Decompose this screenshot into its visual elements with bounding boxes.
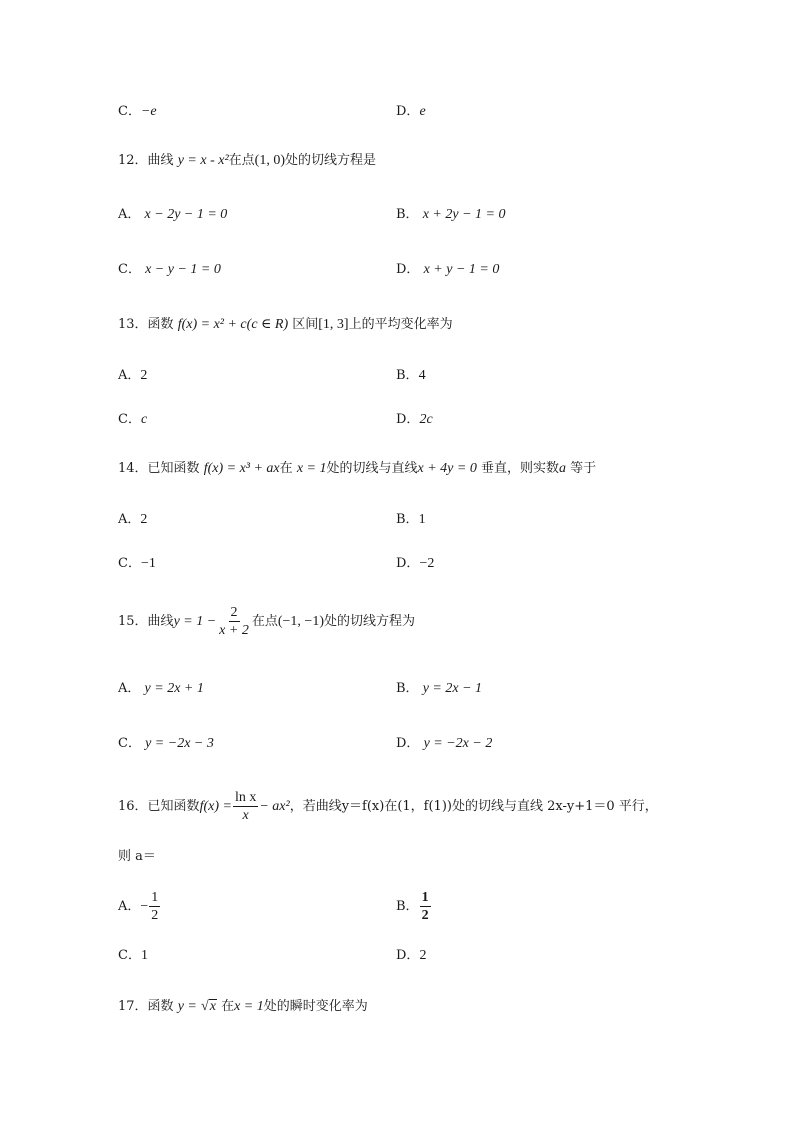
q13-formula: f(x) = x² + c(c ∈ R) [177, 317, 289, 332]
q14-option-a: A．2 [118, 512, 148, 527]
q16-option-d: D．2 [396, 948, 427, 963]
q14-formula: f(x) = x³ + ax [203, 461, 280, 476]
q11-option-c: C．−e [118, 104, 157, 119]
q11-option-d: D．e [396, 104, 426, 119]
q15-fraction: $\frac{2}{x + 2}$ [219, 605, 249, 639]
q12-stem: 12．曲线 y = x - x²在点(1, 0)处的切线方程是 [118, 153, 377, 168]
q13-option-d: D．2c [396, 412, 433, 427]
q13-option-a: A．2 [118, 368, 148, 383]
q16-fraction: $\frac{\text{ln x}}{x}$ [234, 790, 257, 824]
q16-option-c: C．1 [118, 948, 148, 963]
q12-option-c: C． x − y − 1 = 0 [118, 262, 221, 277]
q12-option-b: B． x + 2y − 1 = 0 [396, 207, 506, 222]
q13-option-b: B．4 [396, 368, 426, 383]
q14-option-d: D．−2 [396, 556, 435, 571]
q15-option-d: D． y = −2x − 2 [396, 736, 493, 751]
q15-option-b: B． y = 2x − 1 [396, 681, 483, 696]
q16-option-a: A． − $\frac{1}{2}$ [118, 890, 159, 924]
q16-stem-line2: 则 a＝ [118, 849, 156, 864]
q14-option-c: C．−1 [118, 556, 156, 571]
q12-option-a: A． x − 2y − 1 = 0 [118, 207, 228, 222]
q15-option-c: C． y = −2x − 3 [118, 736, 214, 751]
q13-option-c: C．c [118, 412, 148, 427]
q15-stem: 15． 曲线 y = 1 − $\frac{2}{x + 2}$ 在点 (−1, −1) 处的切线方程为 [118, 605, 415, 639]
q16-option-b-fraction: $\frac{1}{2}$ [421, 890, 429, 924]
q15-option-a: A． y = 2x + 1 [118, 681, 204, 696]
q13-stem: 13．函数 f(x) = x² + c(c ∈ R) 区间[1, 3]上的平均变化率为 [118, 317, 453, 332]
q14-stem: 14．已知函数 f(x) = x³ + ax在 x = 1处的切线与直线x + 4y = 0 垂直，则实数a 等于 [118, 461, 597, 476]
q16-option-b: B． $\frac{1}{2}$ [396, 890, 429, 924]
q16-stem: 16． 已知函数 f(x) = $\frac{\text{ln x}}{x}$ − ax² ，若曲线y＝f(x)在(1，f(1))处的切线与直线 2x-y+1＝0 平行， [118, 790, 658, 824]
q12-formula: y = x - x² [177, 153, 229, 168]
q14-option-b: B．1 [396, 512, 426, 527]
q17-stem: 17．函数 y = √x 在x = 1处的瞬时变化率为 [118, 999, 368, 1014]
q16-option-a-fraction: $\frac{1}{2}$ [151, 890, 159, 924]
q12-option-d: D． x + y − 1 = 0 [396, 262, 500, 277]
q17-sqrt: √x [201, 999, 216, 1014]
